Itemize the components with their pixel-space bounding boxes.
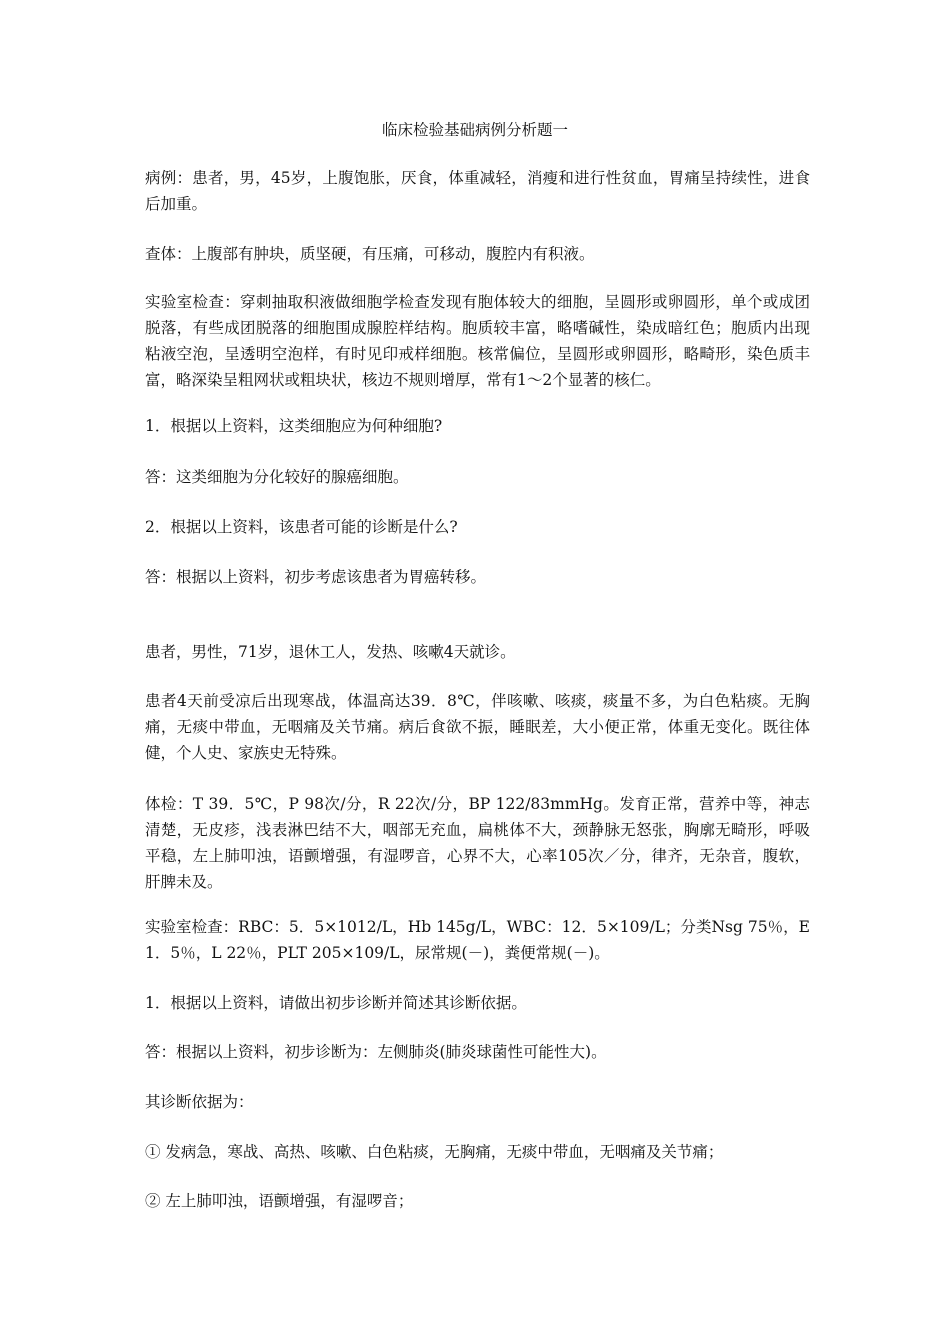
case1-lab: 实验室检查：穿刺抽取积液做细胞学检查发现有胞体较大的细胞，呈圆形或卵圆形，单个或成团脱落，有些成团脱落的细胞围成腺腔样结构。胞质较丰富，略嗜碱性，染成暗红色；胞质内出现粘液空泡，呈透明空泡样，有时见印戒样细胞。核常偏位，呈圆形或卵圆形，略畸形，染色质丰富，略深染呈粗网状或粗块状，核边不规则增厚，常有1～2个显著的核仁。 [145,293,810,389]
case2-exam: 体检：T 39．5℃，P 98次/分，R 22次/分，BP 122/83mmHg。发育正常，营养中等，神志清楚，无皮疹，浅表淋巴结不大，咽部无充血，扁桃体不大，颈静脉无怒张，胸廓无畸形，呼吸平稳，左上肺叩浊，语颤增强，有湿啰音，心界不大，心率105次／分，律齐，无杂音，腹软，肝脾未及。 [145,795,810,891]
case1-answer-2: 答：根据以上资料，初步考虑该患者为胃癌转移。 [145,568,487,586]
case2-basis-1: ① 发病急，寒战、高热、咳嗽、白色粘痰，无胸痛，无痰中带血，无咽痛及关节痛； [145,1143,724,1161]
case1-history: 病例：患者，男，45岁，上腹饱胀，厌食，体重减轻，消瘦和进行性贫血，胃痛呈持续性，进食后加重。 [145,169,810,213]
case2-basis-2: ② 左上肺叩浊，语颤增强，有湿啰音； [145,1192,414,1210]
case1-exam: 查体：上腹部有肿块，质坚硬，有压痛，可移动，腹腔内有积液。 [145,245,595,263]
case1-question-1: 1．根据以上资料，这类细胞应为何种细胞? [145,417,443,435]
case2-question-1: 1．根据以上资料，请做出初步诊断并简述其诊断依据。 [145,994,527,1012]
case1-answer-1: 答：这类细胞为分化较好的腺癌细胞。 [145,468,409,486]
case2-intro: 患者，男性，71岁，退休工人，发热、咳嗽4天就诊。 [145,643,516,661]
case2-answer-1: 答：根据以上资料，初步诊断为：左侧肺炎(肺炎球菌性可能性大)。 [145,1043,607,1061]
case2-basis-heading: 其诊断依据为： [145,1093,254,1111]
case2-history: 患者4天前受凉后出现寒战，体温高达39．8℃，伴咳嗽、咳痰，痰量不多，为白色粘痰。无胸痛，无痰中带血，无咽痛及关节痛。病后食欲不振，睡眠差，大小便正常，体重无变化。既往体健，个人史、家族史无特殊。 [145,692,810,762]
case2-lab: 实验室检查：RBC：5．5×1012/L，Hb 145g/L，WBC：12．5×109/L；分类Nsg 75％，E 1．5％，L 22％，PLT 205×109/L，尿常规(－)，粪便常规(－)。 [145,918,810,962]
document-title: 临床检验基础病例分析题一 [381,121,568,139]
case1-question-2: 2．根据以上资料，该患者可能的诊断是什么? [145,518,458,536]
